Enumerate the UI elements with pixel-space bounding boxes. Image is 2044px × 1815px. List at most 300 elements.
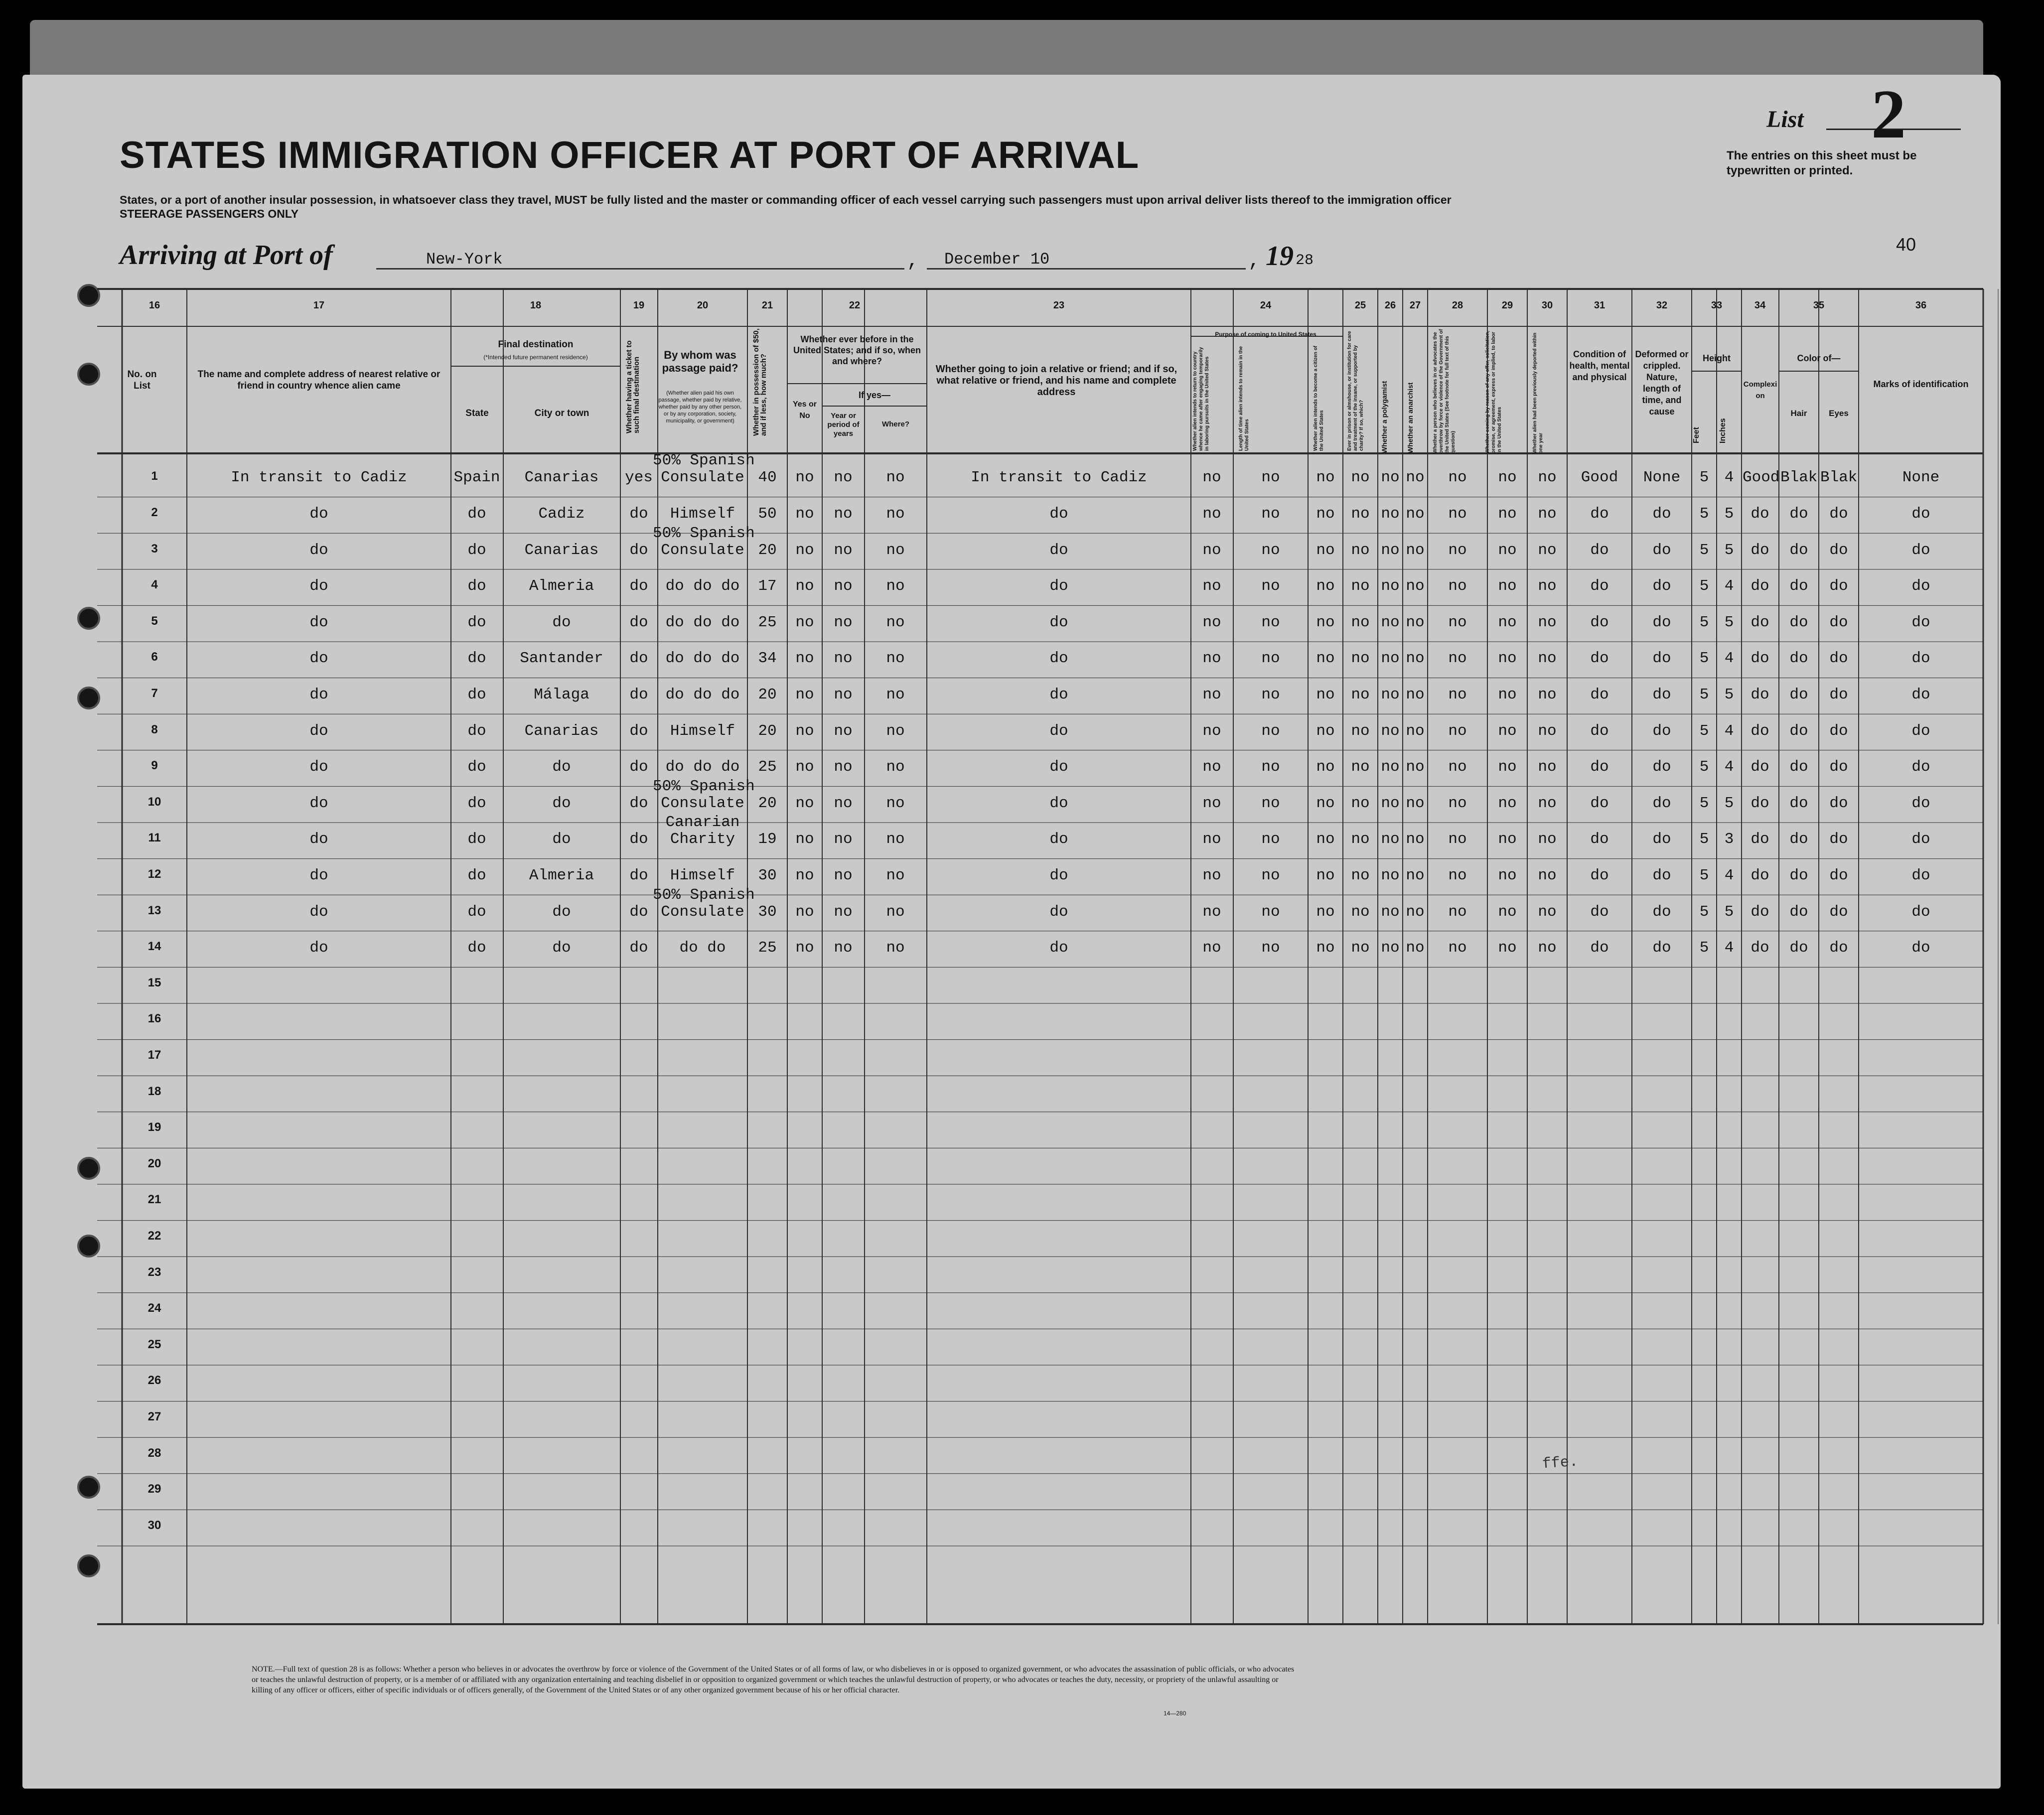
- row-number: 11: [148, 831, 161, 845]
- cell-paid-by: do do do: [665, 613, 740, 631]
- cell-inches: 5: [1724, 541, 1734, 559]
- cell-eyes: do: [1829, 577, 1848, 595]
- cell-period: no: [834, 794, 853, 812]
- cell-p2: no: [1261, 866, 1280, 884]
- form-code: 14—280: [1164, 1710, 1186, 1717]
- list-number: 2: [1871, 76, 1906, 153]
- cell-p3: no: [1316, 866, 1335, 884]
- cell-state: do: [467, 939, 486, 957]
- header-yes-no: Yes or No: [792, 400, 817, 420]
- cell-c29: no: [1498, 903, 1517, 921]
- cell-complexion: do: [1751, 722, 1769, 740]
- cell-c30: no: [1538, 831, 1557, 848]
- cell-c26: no: [1381, 758, 1400, 776]
- cell-c25: no: [1351, 939, 1370, 957]
- cell-marks: do: [1911, 541, 1930, 559]
- column-number: 25: [1354, 300, 1366, 311]
- cell-paid-by: do do: [679, 939, 726, 957]
- manifest-page: List 2 The entries on this sheet must be typewritten or printed. STATES IMMIGRATION OFFICER AT PORT OF ARRIVAL States, or a port of another insular possession, in whatsoever class they travel, MUST be fully listed and the master or commanding officer of each vessel carrying such passengers must upon arrival deliver lists thereof to the immigration officer STEERAGE PASSENGERS ONLY Arriving at Port of New-York , December 10 , 19 28 40 16 17 18 19 20 21 22 23 24 25 26 27 28 29 30 31 32 33 34 35 36 No. on List The name and complete address of nearest relative or friend in country whence alien came Final destination (*Intended future permanent residence) State City or town Whether having a ticket to such final destination By whom was passage paid? (Whether alien paid his own passage, whether paid by relative, whether paid by any other person, or by any corporation, society, municipality, or government) Whether in possession of $50, and if less, how much? Whether ever before in the United States; and if so, when and where? Yes or No If yes— Year or period of years Where? Whether going to join a relative or friend; and if so, what relative or friend, and his name and complete address Purpose of coming to United States Whether alien intends to return to country whence he came after engaging temporarily in laboring pursuits in the United States Length of time alien intends to remain in the United States Whether alien intends to become a citizen of the United States Ever in prison or almshouse, or institution for care and treatment of the insane, or supported by charity? If so, which? Whether a polygamist Whether an anarchist Whether a person who believes in or advocates the overthrow by force or violence of the Government of the United States (See footnote for full text of this question) Whether coming by reason of any offer, solicitation, promise, or agreement, express or implied, to labor in the United States Whether alien had been previously deported within one year Condition of health, mental and physical Deformed or crippled. Nature, length of time, and cause Height Feet Inches Complexion Color of— Hair Eyes Marks of identification 1 In transit to Cadiz Spain Canarias yes 50% Spanish Consulate 40 no no no In transit to Cadiz no no no no no no no no no Good None 5 4 Good Blak Blak None 2 do do Cadiz do Himself 50 no no no do no no no no no no no no no do do 5 5 do do do do 3 do do Canarias do 50% Spanish Consulate 20 no no no do no no no no no no no no no do do 5 5 do do do do 4 do do Almeria do do do do 17 no no no do no no no no no no no no no do do 5 4 do do do do 5 do do do do do do do 25 no no no do no no no no no no no no no do do 5 5 do do do do 6 do do Santander do do do do 34 no no no do no no no no no no no no no do do 5 4 do do do do 7 do do Málaga do do do do 20 no no no do no no no no no no no no no do do 5 5 do do do do 8 do do Canarias do Himself 20 no no no do no no no no no no no no no do do 5 4 do do do do 9 do do do do do do do 25 no no no do no no no no no no no no no do do 5 4 do do do do 10 do do do do 50% Spanish Consulate 20 no no no do no no no no no no no no no do do 5 5 do do do do 11 do do do do Canarian Charity 19 no no no do no no no no no no no no no do do 5 3 do do do do 12 do do Almeria do Himself 30 no no no do no no no no no no no no no do do 5 4 do do do do 13 do do do do 50% Spanish Consulate 30 no no no do no no no no no no no no no do do 5 5 do do do do 14 do do do do do do 25 no no no do no no no no no no no no no do do 5 4 do do do do 15 16 17 18 19 20 21 22 23 24 25 26 27 28 29 30 NOTE.—Full text of question 28 is as follows: Whether a person who believes in or advocates the overthrow by force or violence of the Government of the United States or of all forms of law, or who disbelieves in or is opposed to organized government, or who advocates the assassination of public officials, or who advocates or teaches the unlawful destruction of property, or is a member of or affiliated with any organization entertaining and teaching disbelief in or opposition to organized government or which teaches the unlawful destruction of property, or who advocates or teaches the duty, necessity, or propriety of the unlawful assaulting or killing of any officer or officers, either of specific individuals or of officers generally, of the Government of the United States or of any other organized government because of his or her official character. 14—280 ffe.: [22, 75, 2001, 1789]
- cell-relative: do: [309, 794, 328, 812]
- column-number: 36: [1915, 300, 1927, 311]
- cell-paid-by: Himself: [670, 866, 735, 884]
- cell-p1: no: [1202, 613, 1221, 631]
- cell-before: no: [795, 722, 814, 740]
- cell-money: 25: [758, 939, 777, 957]
- header-period: Year or period of years: [827, 412, 860, 438]
- cell-hair: do: [1789, 577, 1808, 595]
- cell-complexion: do: [1751, 650, 1769, 668]
- cell-p1: no: [1202, 686, 1221, 703]
- cell-p3: no: [1316, 613, 1335, 631]
- header-paid-by-note: (Whether alien paid his own passage, whether paid by relative, whether paid by any other person, or by any corporation, society, municipality, or government): [658, 390, 742, 424]
- cell-inches: 4: [1724, 758, 1734, 776]
- cell-p3: no: [1316, 650, 1335, 668]
- cell-join: do: [1049, 866, 1068, 884]
- cell-before: no: [795, 686, 814, 703]
- cell-c25: no: [1351, 722, 1370, 740]
- cell-inches: 5: [1724, 903, 1734, 921]
- row-number: 25: [147, 1337, 161, 1351]
- cell-where: no: [886, 794, 905, 812]
- column-number: 26: [1384, 300, 1396, 311]
- cell-before: no: [795, 939, 814, 957]
- cell-ticket: do: [629, 903, 648, 921]
- cell-state: do: [467, 831, 486, 848]
- cell-where: no: [886, 686, 905, 703]
- column-number: 33: [1711, 300, 1723, 311]
- row-number: 29: [147, 1482, 161, 1496]
- column-number: 24: [1260, 300, 1272, 311]
- cell-where: no: [886, 469, 905, 487]
- cell-p1: no: [1202, 794, 1221, 812]
- cell-p3: no: [1316, 939, 1335, 957]
- cell-period: no: [834, 469, 853, 487]
- cell-c25: no: [1351, 650, 1370, 668]
- cell-feet: 5: [1699, 939, 1709, 957]
- cell-c30: no: [1538, 686, 1557, 703]
- cell-join: do: [1049, 794, 1068, 812]
- cell-deformed: do: [1652, 541, 1671, 559]
- cell-p3: no: [1316, 541, 1335, 559]
- column-number: 30: [1541, 300, 1553, 311]
- cell-complexion: do: [1751, 541, 1769, 559]
- cell-period: no: [834, 831, 853, 848]
- cell-c27: no: [1406, 939, 1425, 957]
- cell-deformed: do: [1652, 939, 1671, 957]
- cell-c25: no: [1351, 613, 1370, 631]
- row-number: 30: [147, 1518, 161, 1532]
- cell-c26: no: [1381, 686, 1400, 703]
- cell-p3: no: [1316, 722, 1335, 740]
- cell-feet: 5: [1699, 686, 1709, 703]
- header-city: City or town: [534, 408, 589, 419]
- cell-eyes: do: [1829, 722, 1848, 740]
- cell-hair: do: [1789, 758, 1808, 776]
- cell-c25: no: [1351, 903, 1370, 921]
- cell-relative: do: [309, 722, 328, 740]
- cell-marks: do: [1911, 722, 1930, 740]
- typewritten-note: The entries on this sheet must be typewritten or printed.: [1727, 149, 1917, 177]
- cell-marks: do: [1911, 758, 1930, 776]
- cell-deformed: None: [1643, 469, 1681, 487]
- cell-where: no: [886, 831, 905, 848]
- cell-money: 34: [758, 650, 777, 668]
- cell-inches: 4: [1724, 939, 1734, 957]
- cell-period: no: [834, 505, 853, 523]
- cell-marks: do: [1911, 794, 1930, 812]
- cell-deformed: do: [1652, 866, 1671, 884]
- cell-ticket: do: [629, 613, 648, 631]
- row-number: 23: [147, 1265, 161, 1279]
- cell-c28: no: [1448, 469, 1467, 487]
- cell-c25: no: [1351, 866, 1370, 884]
- year-suffix: 28: [1296, 252, 1314, 269]
- header-feet: Feet: [1692, 427, 1701, 443]
- row-number: 9: [151, 759, 158, 773]
- cell-c26: no: [1381, 650, 1400, 668]
- header-anarchist: Whether an anarchist: [1406, 382, 1414, 453]
- cell-relative: do: [309, 650, 328, 668]
- cell-eyes: do: [1829, 541, 1848, 559]
- cell-c26: no: [1381, 577, 1400, 595]
- cell-state: do: [467, 903, 486, 921]
- header-marks: Marks of identification: [1873, 379, 1969, 389]
- cell-period: no: [834, 939, 853, 957]
- cell-state: do: [467, 541, 486, 559]
- column-number: 19: [633, 300, 645, 311]
- column-number: 18: [530, 300, 542, 311]
- cell-c29: no: [1498, 541, 1517, 559]
- cell-p1: no: [1202, 469, 1221, 487]
- cell-p1: no: [1202, 722, 1221, 740]
- cell-ticket: do: [629, 686, 648, 703]
- cell-health: do: [1590, 722, 1609, 740]
- cell-p2: no: [1261, 722, 1280, 740]
- cell-where: no: [886, 541, 905, 559]
- cell-p1: no: [1202, 866, 1221, 884]
- cell-period: no: [834, 722, 853, 740]
- row-number: 14: [147, 940, 161, 954]
- cell-relative: do: [309, 939, 328, 957]
- cell-join: do: [1049, 650, 1068, 668]
- cell-paid-by: 50% Spanish Consulate: [653, 777, 755, 812]
- cell-c27: no: [1406, 758, 1425, 776]
- cell-c30: no: [1538, 903, 1557, 921]
- cell-deformed: do: [1652, 722, 1671, 740]
- cell-relative: do: [309, 505, 328, 523]
- cell-c29: no: [1498, 469, 1517, 487]
- cell-join: In transit to Cadiz: [971, 469, 1147, 487]
- row-number: 13: [147, 903, 161, 917]
- cell-before: no: [795, 903, 814, 921]
- cell-c30: no: [1538, 505, 1557, 523]
- cell-marks: do: [1911, 939, 1930, 957]
- cell-c27: no: [1406, 794, 1425, 812]
- cell-period: no: [834, 758, 853, 776]
- cell-p2: no: [1261, 577, 1280, 595]
- cell-hair: do: [1789, 505, 1808, 523]
- cell-eyes: do: [1829, 866, 1848, 884]
- cell-join: do: [1049, 758, 1068, 776]
- cell-where: no: [886, 650, 905, 668]
- header-ticket: Whether having a ticket to such final destination: [625, 340, 641, 433]
- column-number: 29: [1501, 300, 1513, 311]
- cell-marks: do: [1911, 577, 1930, 595]
- cell-feet: 5: [1699, 722, 1709, 740]
- cell-money: 20: [758, 794, 777, 812]
- cell-c28: no: [1448, 722, 1467, 740]
- cell-hair: do: [1789, 939, 1808, 957]
- cell-eyes: do: [1829, 939, 1848, 957]
- cell-where: no: [886, 903, 905, 921]
- row-number: 7: [151, 686, 158, 700]
- cell-health: do: [1590, 866, 1609, 884]
- cell-feet: 5: [1699, 577, 1709, 595]
- cell-p1: no: [1202, 758, 1221, 776]
- header-complexion: Complexion: [1743, 380, 1777, 400]
- cell-c27: no: [1406, 505, 1425, 523]
- cell-c30: no: [1538, 650, 1557, 668]
- cell-c27: no: [1406, 577, 1425, 595]
- cell-complexion: do: [1751, 758, 1769, 776]
- cell-c27: no: [1406, 866, 1425, 884]
- cell-marks: do: [1911, 505, 1930, 523]
- cell-money: 20: [758, 686, 777, 703]
- cell-marks: do: [1911, 831, 1930, 848]
- column-number: 16: [148, 300, 160, 311]
- cell-eyes: do: [1829, 903, 1848, 921]
- cell-state: do: [467, 794, 486, 812]
- cell-health: do: [1590, 613, 1609, 631]
- header-height: Height: [1703, 353, 1731, 363]
- cell-marks: do: [1911, 903, 1930, 921]
- cell-ticket: do: [629, 650, 648, 668]
- cell-p2: no: [1261, 613, 1280, 631]
- date-value: December 10: [944, 250, 1050, 269]
- cell-where: no: [886, 613, 905, 631]
- cell-relative: In transit to Cadiz: [231, 469, 407, 487]
- cell-paid-by: do do do: [665, 758, 740, 776]
- cell-deformed: do: [1652, 577, 1671, 595]
- cell-deformed: do: [1652, 686, 1671, 703]
- table-grid: [22, 75, 2001, 1789]
- column-number: 17: [313, 300, 325, 311]
- cell-c26: no: [1381, 505, 1400, 523]
- header-purpose-citizen: Whether alien intends to become a citizen of the United States: [1313, 345, 1324, 451]
- cell-c27: no: [1406, 469, 1425, 487]
- header-health: Condition of health, mental and physical: [1569, 349, 1630, 382]
- cell-ticket: do: [629, 541, 648, 559]
- cell-p3: no: [1316, 505, 1335, 523]
- cell-c27: no: [1406, 613, 1425, 631]
- cell-c30: no: [1538, 469, 1557, 487]
- cell-state: do: [467, 866, 486, 884]
- cell-complexion: do: [1751, 686, 1769, 703]
- cell-before: no: [795, 831, 814, 848]
- cell-inches: 5: [1724, 505, 1734, 523]
- cell-c25: no: [1351, 469, 1370, 487]
- cell-inches: 3: [1724, 831, 1734, 848]
- cell-c29: no: [1498, 866, 1517, 884]
- cell-inches: 4: [1724, 577, 1734, 595]
- cell-relative: do: [309, 541, 328, 559]
- cell-inches: 5: [1724, 794, 1734, 812]
- cell-c28: no: [1448, 794, 1467, 812]
- cell-c30: no: [1538, 577, 1557, 595]
- cell-before: no: [795, 866, 814, 884]
- cell-period: no: [834, 650, 853, 668]
- column-number: 23: [1053, 300, 1065, 311]
- cell-city: Cadiz: [538, 505, 585, 523]
- cell-p1: no: [1202, 831, 1221, 848]
- cell-eyes: Blak: [1820, 469, 1858, 487]
- cell-state: Spain: [453, 469, 500, 487]
- cell-ticket: do: [629, 577, 648, 595]
- cell-money: 19: [758, 831, 777, 848]
- column-number: 31: [1594, 300, 1606, 311]
- cell-p1: no: [1202, 650, 1221, 668]
- cell-feet: 5: [1699, 469, 1709, 487]
- cell-deformed: do: [1652, 650, 1671, 668]
- cell-complexion: do: [1751, 613, 1769, 631]
- cell-before: no: [795, 577, 814, 595]
- row-number: 1: [151, 469, 158, 483]
- cell-join: do: [1049, 541, 1068, 559]
- cell-feet: 5: [1699, 903, 1709, 921]
- header-purpose-length: Length of time alien intends to remain in the United States: [1238, 346, 1250, 451]
- cell-health: do: [1590, 831, 1609, 848]
- column-number: 28: [1452, 300, 1463, 311]
- cell-state: do: [467, 686, 486, 703]
- cell-state: do: [467, 505, 486, 523]
- column-number: 32: [1656, 300, 1668, 311]
- cell-join: do: [1049, 613, 1068, 631]
- cell-city: do: [552, 903, 571, 921]
- row-number: 18: [147, 1084, 161, 1098]
- cell-relative: do: [309, 831, 328, 848]
- cell-health: do: [1590, 794, 1609, 812]
- row-number: 8: [151, 722, 158, 736]
- cell-c30: no: [1538, 794, 1557, 812]
- cell-city: Canarias: [524, 722, 599, 740]
- header-hair: Hair: [1790, 409, 1807, 418]
- cell-relative: do: [309, 577, 328, 595]
- cell-deformed: do: [1652, 794, 1671, 812]
- cell-city: Canarias: [524, 541, 599, 559]
- row-number: 3: [151, 542, 158, 556]
- cell-p3: no: [1316, 831, 1335, 848]
- cell-health: do: [1590, 505, 1609, 523]
- cell-p3: no: [1316, 469, 1335, 487]
- cell-money: 30: [758, 866, 777, 884]
- cell-city: Málaga: [534, 686, 589, 703]
- header-state: State: [465, 408, 489, 419]
- cell-money: 17: [758, 577, 777, 595]
- cell-health: Good: [1581, 469, 1618, 487]
- cell-p2: no: [1261, 505, 1280, 523]
- cell-money: 50: [758, 505, 777, 523]
- cell-c30: no: [1538, 613, 1557, 631]
- header-money: Whether in possession of $50, and if less, how much?: [752, 328, 768, 436]
- cell-inches: 4: [1724, 469, 1734, 487]
- cell-c26: no: [1381, 866, 1400, 884]
- cell-p2: no: [1261, 650, 1280, 668]
- cell-city: do: [552, 613, 571, 631]
- cell-c25: no: [1351, 686, 1370, 703]
- cell-before: no: [795, 505, 814, 523]
- cell-health: do: [1590, 758, 1609, 776]
- cell-c29: no: [1498, 505, 1517, 523]
- cell-deformed: do: [1652, 831, 1671, 848]
- cell-ticket: do: [629, 866, 648, 884]
- cell-c30: no: [1538, 722, 1557, 740]
- cell-c28: no: [1448, 903, 1467, 921]
- cell-c28: no: [1448, 577, 1467, 595]
- row-number: 6: [151, 650, 158, 664]
- list-label: List: [1766, 106, 1804, 133]
- cell-c28: no: [1448, 541, 1467, 559]
- column-number: 34: [1754, 300, 1766, 311]
- cell-feet: 5: [1699, 831, 1709, 848]
- header-where: Where?: [881, 420, 909, 428]
- cell-c26: no: [1381, 903, 1400, 921]
- cell-period: no: [834, 613, 853, 631]
- cell-c25: no: [1351, 541, 1370, 559]
- cell-c28: no: [1448, 866, 1467, 884]
- header-prison: Ever in prison or almshouse, or institution for care and treatment of the insane, or supported by charity? If so, which?: [1347, 331, 1364, 451]
- port-value: New-York: [426, 250, 503, 269]
- cell-health: do: [1590, 541, 1609, 559]
- cell-period: no: [834, 686, 853, 703]
- row-number: 26: [147, 1374, 161, 1388]
- cell-c26: no: [1381, 939, 1400, 957]
- cell-c26: no: [1381, 469, 1400, 487]
- header-no-on-list: No. on List: [127, 369, 157, 391]
- header-join-relative: Whether going to join a relative or friend; and if so, what relative or friend, and his name and complete address: [935, 364, 1177, 398]
- cell-eyes: do: [1829, 650, 1848, 668]
- header-final-destination: Final destination: [498, 339, 574, 350]
- cell-relative: do: [309, 613, 328, 631]
- cell-feet: 5: [1699, 866, 1709, 884]
- cell-city: Almeria: [529, 577, 594, 595]
- cell-c25: no: [1351, 794, 1370, 812]
- cell-state: do: [467, 722, 486, 740]
- header-deformed: Deformed or crippled. Nature, length of time, and cause: [1635, 349, 1689, 417]
- cell-paid-by: do do do: [665, 650, 740, 668]
- cell-p2: no: [1261, 794, 1280, 812]
- cell-ticket: do: [629, 939, 648, 957]
- cell-eyes: do: [1829, 505, 1848, 523]
- row-number: 12: [147, 867, 161, 881]
- cell-feet: 5: [1699, 650, 1709, 668]
- cell-hair: do: [1789, 650, 1808, 668]
- cell-feet: 5: [1699, 541, 1709, 559]
- cell-before: no: [795, 469, 814, 487]
- cell-p2: no: [1261, 469, 1280, 487]
- cell-p3: no: [1316, 577, 1335, 595]
- cell-health: do: [1590, 686, 1609, 703]
- header-offer-labor: Whether coming by reason of any offer, solicitation, promise, or agreement, express or implied, to labor in the United States: [1485, 330, 1502, 453]
- row-number: 15: [147, 976, 161, 989]
- cell-c29: no: [1498, 650, 1517, 668]
- column-number: 22: [849, 300, 861, 311]
- cell-p2: no: [1261, 903, 1280, 921]
- cell-health: do: [1590, 577, 1609, 595]
- cell-where: no: [886, 866, 905, 884]
- cell-c28: no: [1448, 758, 1467, 776]
- cell-c29: no: [1498, 831, 1517, 848]
- cell-complexion: do: [1751, 831, 1769, 848]
